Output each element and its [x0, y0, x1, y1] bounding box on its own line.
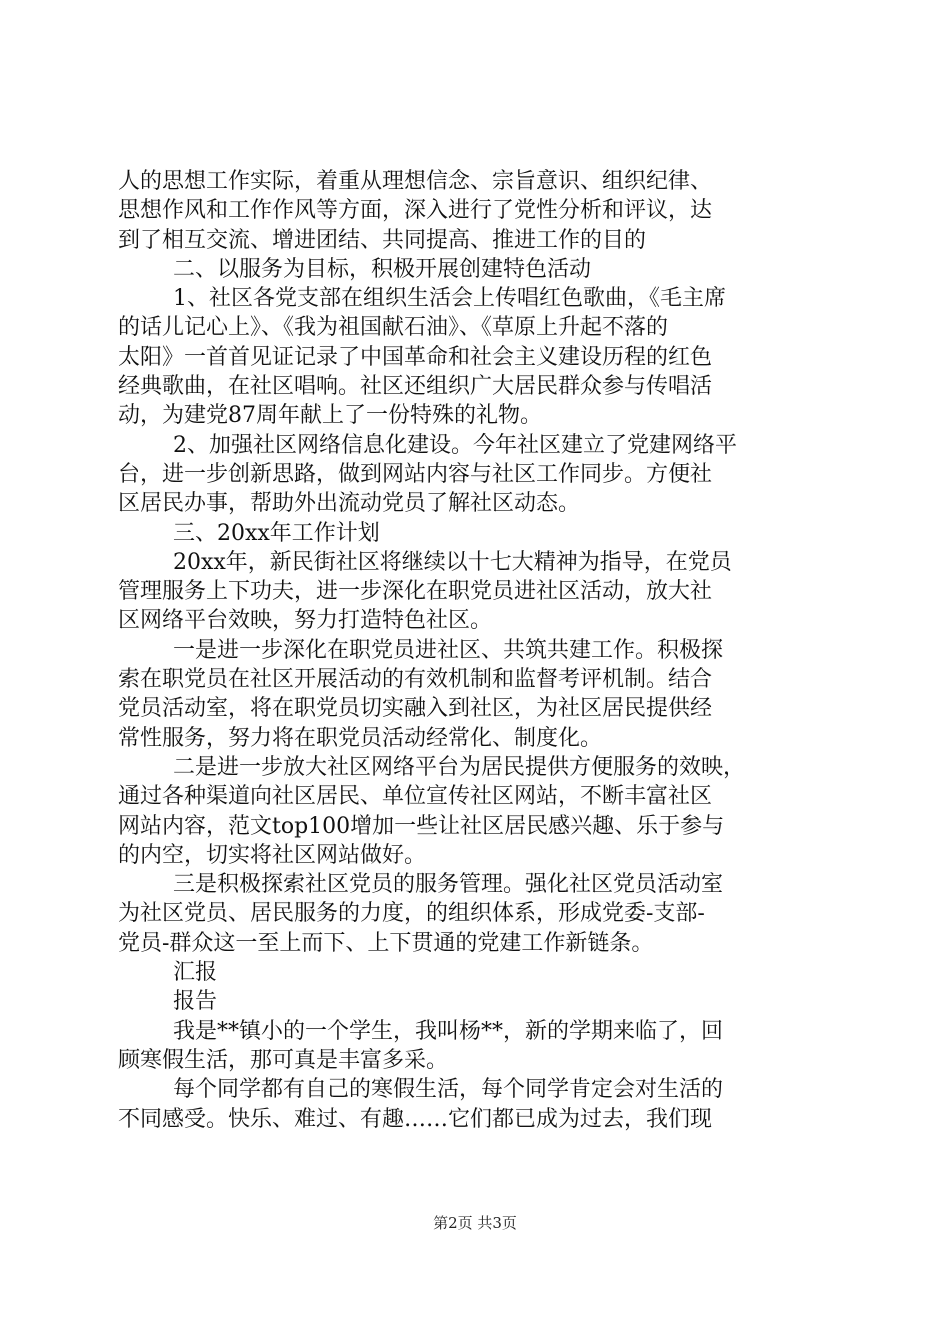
document-body	[118, 167, 838, 1134]
text-line: 党员活动室，将在职党员切实融入到社区，为社区居民提供经	[118, 696, 713, 722]
text-line: 每个同学都有自己的寒假生活，每个同学肯定会对生活的	[173, 1077, 724, 1103]
text-line: 区居民办事，帮助外出流动党员了解社区动态。	[118, 491, 581, 517]
text-line: 经典歌曲，在社区唱响。社区还组织广大居民群众参与传唱活	[118, 374, 713, 400]
text-line: 管理服务上下功夫，进一步深化在职党员进社区活动，放大社	[118, 579, 713, 605]
text-line: 我是**镇小的一个学生，我叫杨**，新的学期来临了，回	[173, 1018, 724, 1044]
text-line: 报告	[173, 989, 218, 1015]
text-line: 三是积极探索社区党员的服务管理。强化社区党员活动室	[173, 872, 724, 898]
text-line: 人的思想工作实际，着重从理想信念、宗旨意识、组织纪律、	[118, 169, 713, 194]
text-line: 汇报	[173, 960, 218, 986]
text-line: 常性服务，努力将在职党员活动经常化、制度化。	[118, 725, 603, 751]
text-line: 顾寒假生活，那可真是丰富多采。	[118, 1047, 449, 1073]
text-line: 到了相互交流、增进团结、共同提高、推进工作的目的	[118, 227, 647, 253]
text-line: 2、加强社区网络信息化建设。今年社区建立了党建网络平	[173, 432, 737, 458]
text-line: 一是进一步深化在职党员进社区、共筑共建工作。积极探	[173, 637, 724, 663]
text-line: 不同感受。快乐、难过、有趣……它们都已成为过去，我们现	[118, 1106, 713, 1132]
text-line: 通过各种渠道向社区居民、单位宣传社区网站，不断丰富社区	[118, 784, 713, 810]
text-line: 为社区党员、居民服务的力度，的组织体系，形成党委-支部-	[118, 901, 705, 927]
text-line: 索在职党员在社区开展活动的有效机制和监督考评机制。结合	[118, 667, 713, 693]
text-line: 区网络平台效映，努力打造特色社区。	[118, 608, 493, 634]
text-line: 的话儿记心上》、《我为祖国献石油》、《草原上升起不落的	[118, 315, 669, 341]
text-line: 二是进一步放大社区网络平台为居民提供方便服务的效映，	[173, 754, 746, 780]
text-line: 台，进一步创新思路，做到网站内容与社区工作同步。方便社	[118, 461, 713, 487]
text-line: 三、20xx年工作计划	[173, 520, 380, 546]
text-line: 思想作风和工作作风等方面，深入进行了党性分析和评议，达	[118, 198, 713, 224]
page-footer: 第2页 共3页	[433, 1214, 517, 1232]
text-line: 的内空，切实将社区网站做好。	[118, 842, 427, 868]
text-line: 太阳》一首首见证记录了中国革命和社会主义建设历程的红色	[118, 344, 713, 370]
text-line: 党员-群众这一至上而下、上下贯通的党建工作新链条。	[118, 930, 654, 956]
text-line: 动，为建党87周年献上了一份特殊的礼物。	[118, 403, 542, 429]
text-line: 1、社区各党支部在组织生活会上传唱红色歌曲，《毛主席	[173, 286, 726, 312]
text-line: 二、以服务为目标，积极开展创建特色活动	[173, 256, 592, 282]
text-line: 网站内容，范文top100增加一些让社区居民感兴趣、乐于参与	[118, 813, 725, 839]
text-line: 20xx年，新民街社区将继续以十七大精神为指导，在党员	[173, 549, 732, 575]
